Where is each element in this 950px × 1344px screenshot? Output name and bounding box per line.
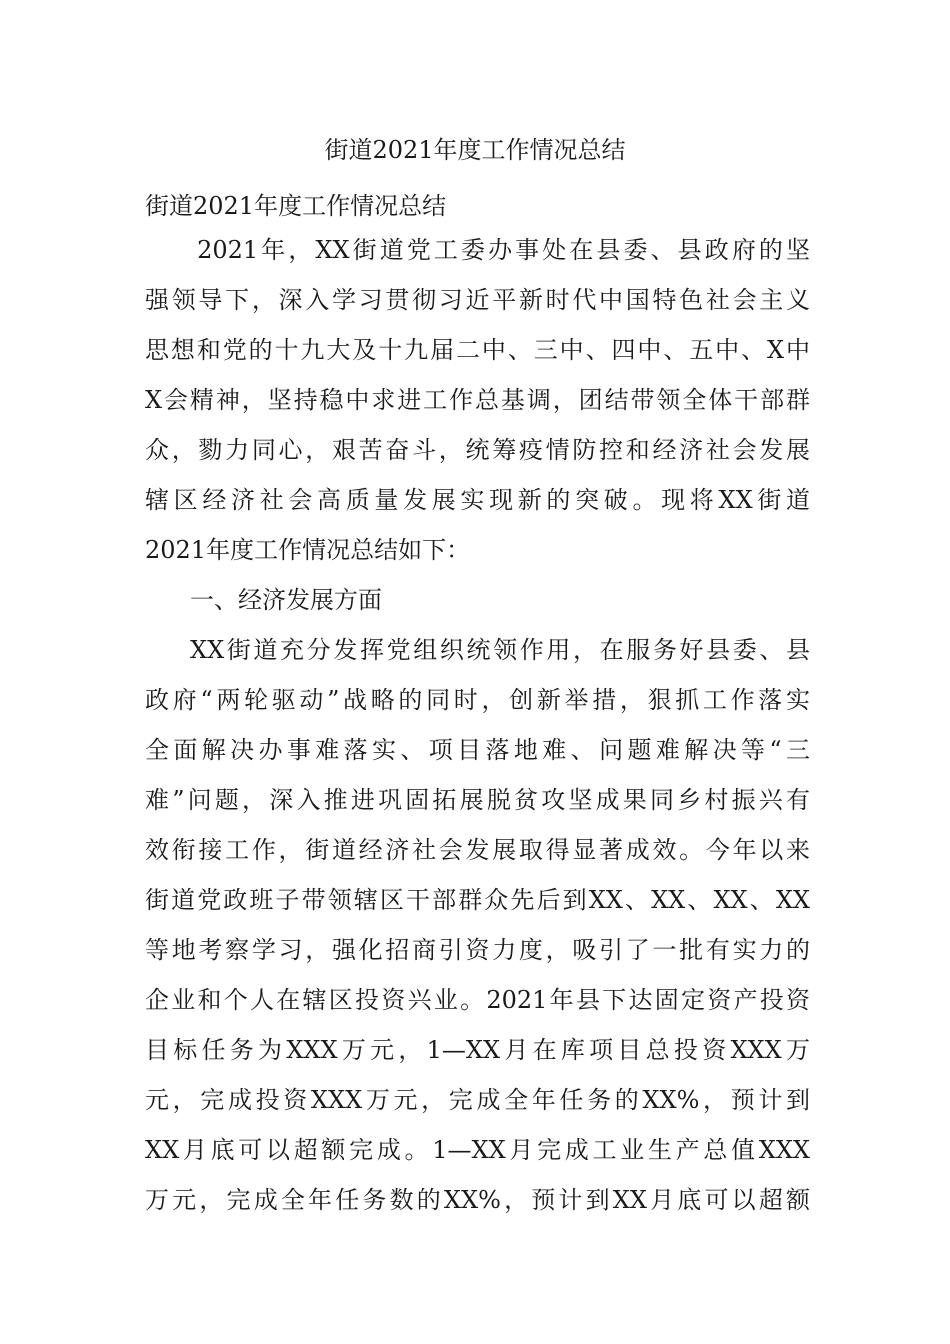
paragraph-line: 等地考察学习，强化招商引资力度，吸引了一批有实力的 bbox=[145, 936, 810, 964]
paragraph-line: 效衔接工作，街道经济社会发展取得显著成效。今年以来 bbox=[145, 836, 810, 864]
paragraph-line: XX街道充分发挥党组织统领作用，在服务好县委、县 bbox=[190, 636, 810, 664]
paragraph-line: X会精神，坚持稳中求进工作总基调，团结带领全体干部群 bbox=[145, 386, 810, 414]
document-title: 街道2021年度工作情况总结 bbox=[324, 136, 626, 164]
paragraph-line: 辖区经济社会高质量发展实现新的突破。现将XX街道 bbox=[145, 486, 810, 514]
paragraph-line: 难”问题，深入推进巩固拓展脱贫攻坚成果同乡村振兴有 bbox=[145, 786, 810, 814]
paragraph-line: 政府“两轮驱动”战略的同时，创新举措，狠抓工作落实 bbox=[145, 686, 810, 714]
subtitle-line: 街道2021年度工作情况总结 bbox=[145, 192, 447, 220]
paragraph-line: 2021年，XX街道党工委办事处在县委、县政府的坚 bbox=[170, 236, 810, 264]
paragraph-line: 全面解决办事难落实、项目落地难、问题难解决等“三 bbox=[145, 736, 810, 764]
paragraph-line: 万元，完成全年任务数的XX%，预计到XX月底可以超额 bbox=[145, 1186, 810, 1214]
paragraph-line: 2021年度工作情况总结如下： bbox=[145, 536, 471, 564]
paragraph-line: 企业和个人在辖区投资兴业。2021年县下达固定资产投资 bbox=[145, 986, 810, 1014]
paragraph-line: 街道党政班子带领辖区干部群众先后到XX、XX、XX、XX bbox=[145, 886, 810, 914]
paragraph-line: XX月底可以超额完成。1—XX月完成工业生产总值XXX bbox=[145, 1136, 810, 1164]
paragraph-line: 强领导下，深入学习贯彻习近平新时代中国特色社会主义 bbox=[145, 286, 810, 314]
section-heading: 一、经济发展方面 bbox=[190, 586, 382, 614]
paragraph-line: 目标任务为XXX万元，1—XX月在库项目总投资XXX万 bbox=[145, 1036, 810, 1064]
paragraph-line: 众，勠力同心，艰苦奋斗，统筹疫情防控和经济社会发展 bbox=[145, 436, 810, 464]
paragraph-line: 思想和党的十九大及十九届二中、三中、四中、五中、X中 bbox=[145, 336, 810, 364]
paragraph-line: 元，完成投资XXX万元，完成全年任务的XX%，预计到 bbox=[145, 1086, 810, 1114]
